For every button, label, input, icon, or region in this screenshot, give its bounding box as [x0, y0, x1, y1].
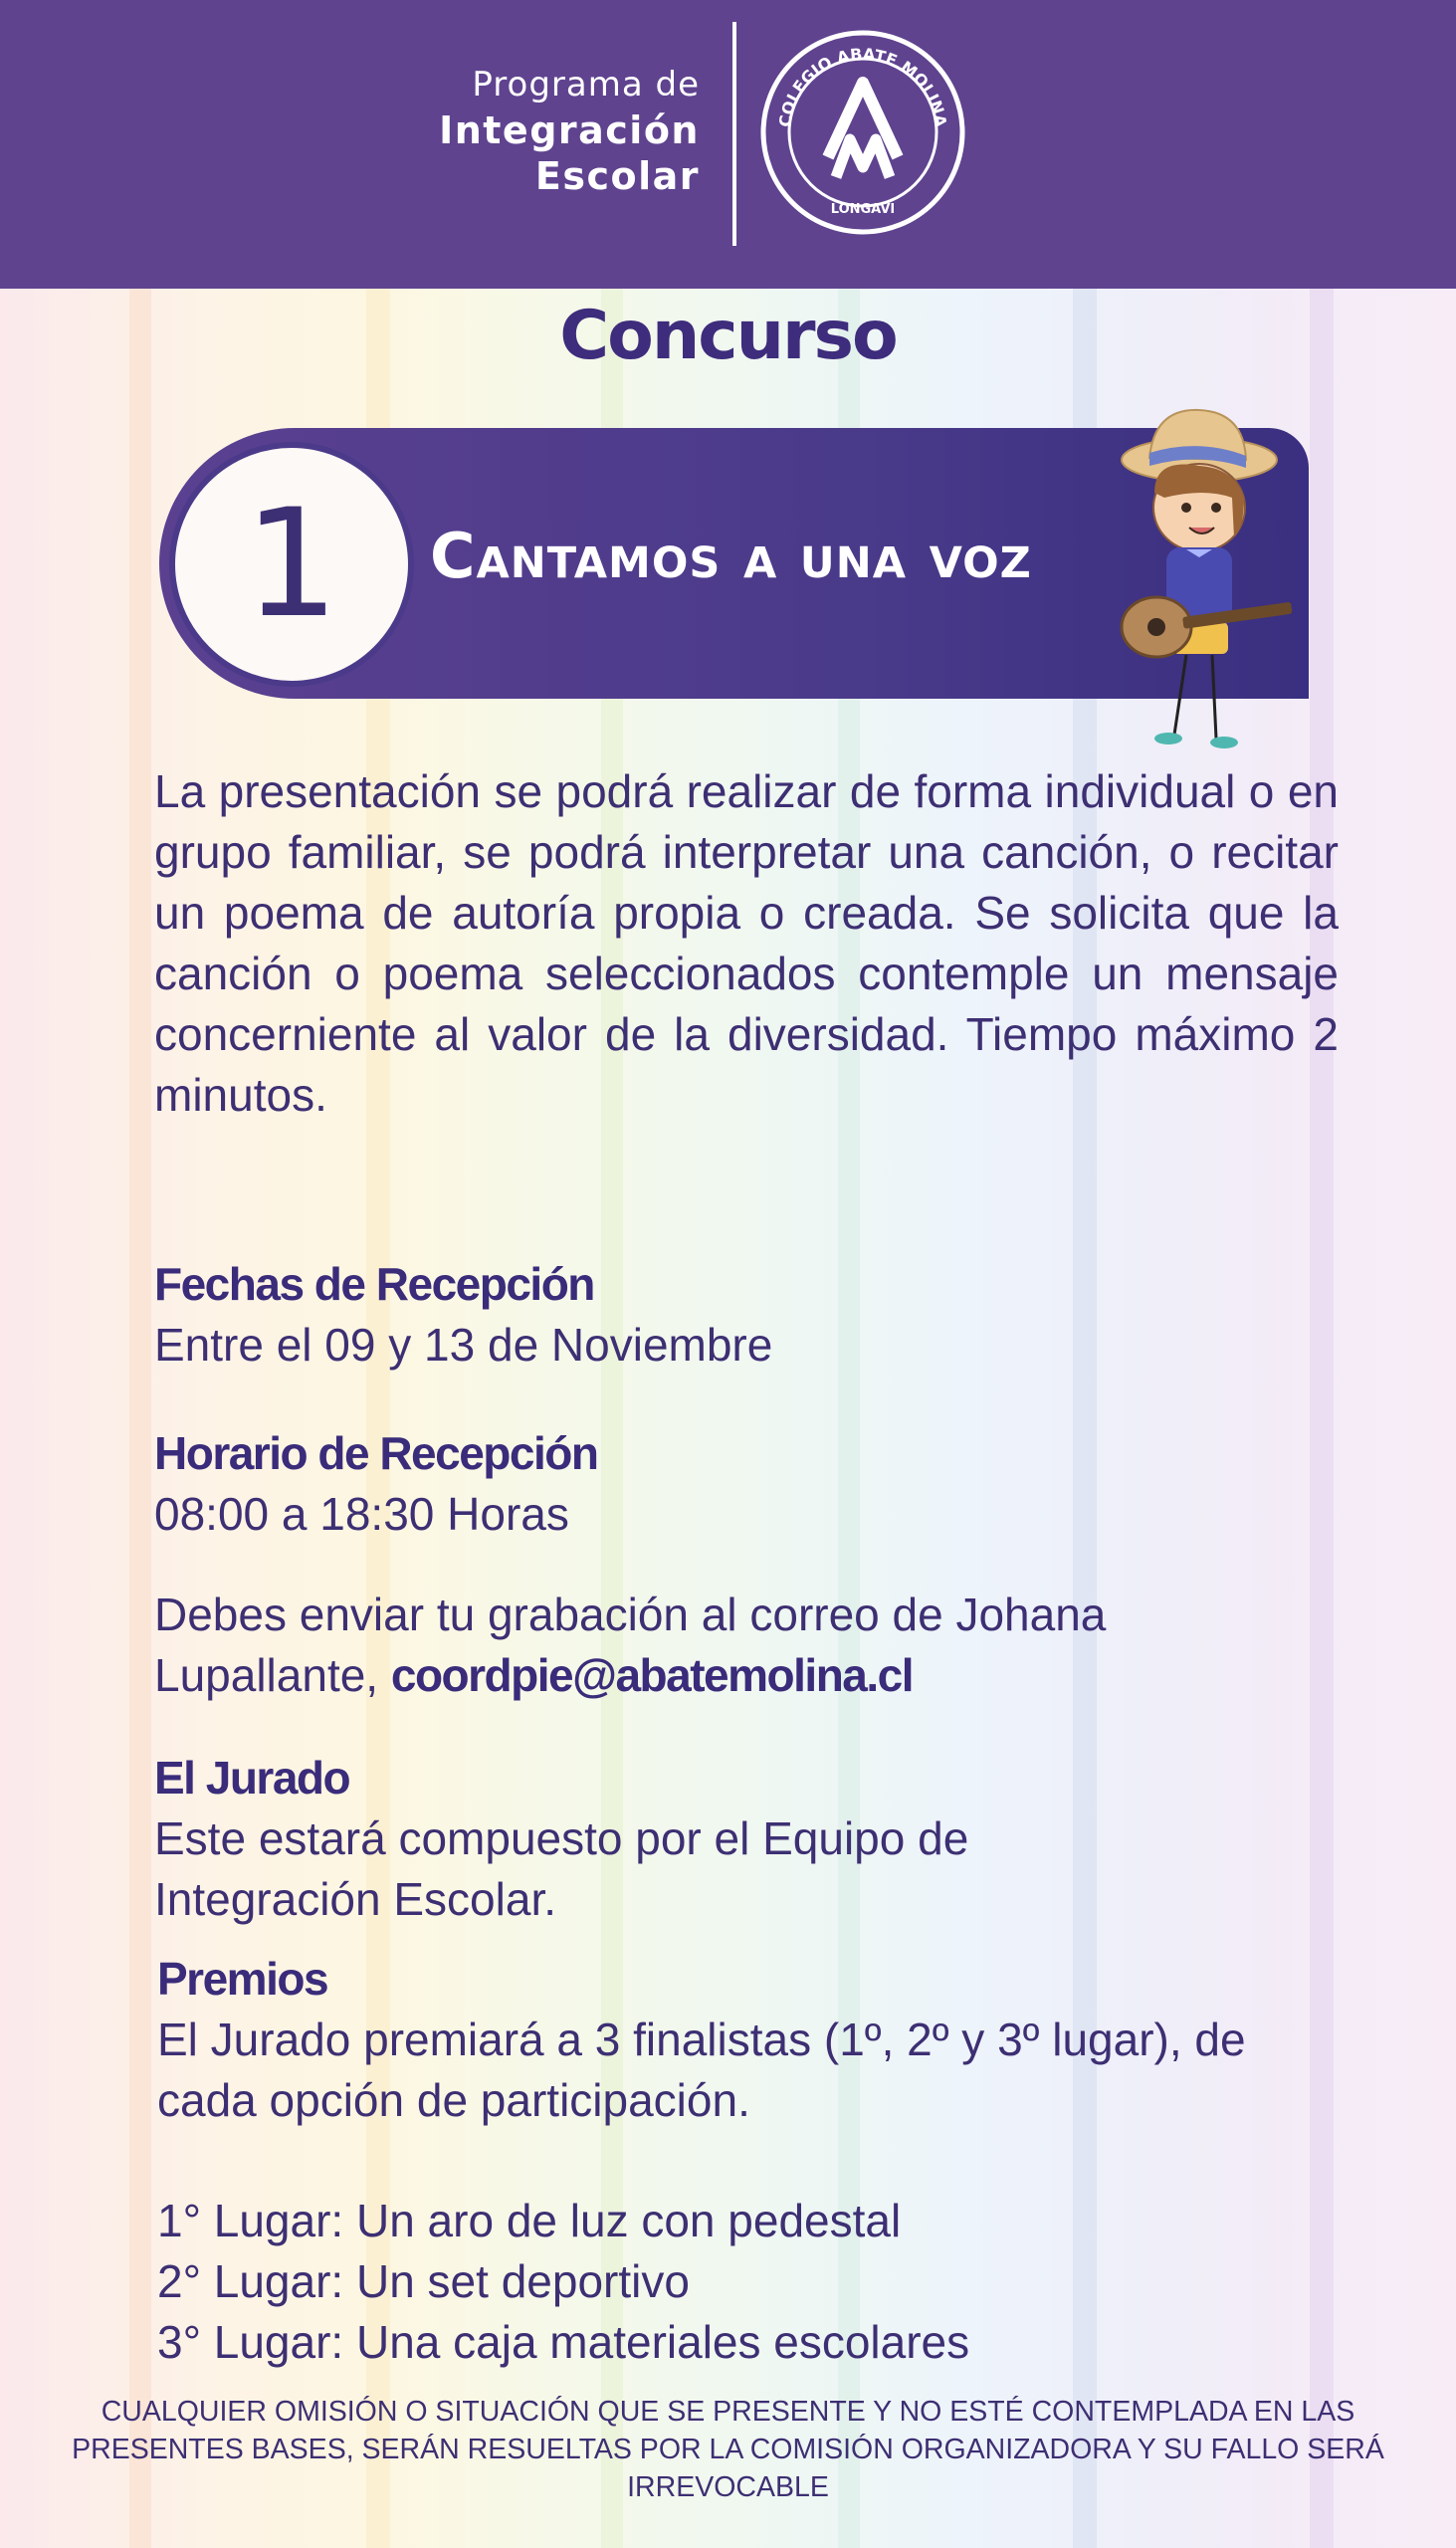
fechas-text: Entre el 09 y 13 de Noviembre — [154, 1319, 773, 1371]
footer-disclaimer: CUALQUIER OMISIÓN O SITUACIÓN QUE SE PRESENTE Y NO ESTÉ CONTEMPLADA EN LAS PRESENTES BASES, SERÁN RESUELTAS POR LA COMISIÓN ORGANIZADORA Y SU FALLO SERÁ IRREVOCABLE — [72, 2396, 1384, 2503]
program-line-2: Integración — [439, 108, 700, 152]
horario-text: 08:00 a 18:30 Horas — [154, 1488, 569, 1540]
premios-text: El Jurado premiará a 3 finalistas (1º, 2º y 3º lugar), de cada opción de participación. — [157, 2014, 1246, 2126]
prize-item: 2° Lugar: Un set deportivo — [157, 2255, 690, 2307]
envio-text: Debes enviar tu grabación al correo de Johana Lupallante, — [154, 1589, 1107, 1701]
contest-description: La presentación se podrá realizar de forma individual o en grupo familiar, se podrá interpretar una canción, o recitar un poema de autoría propia o creada. Se solicita que la canción o poema seleccionados contemple un mensaje concerniente al valor de la diversidad. Tiempo máximo 2 minutos. — [154, 765, 1339, 1121]
premios-section — [157, 1949, 1342, 2373]
prize-item: 1° Lugar: Un aro de luz con pedestal — [157, 2195, 902, 2246]
contest-heading-text: Cantamos a una voz — [430, 520, 1032, 592]
email-address[interactable]: coordpie@abatemolina.cl — [390, 1649, 914, 1701]
logo-text-top: COLEGIO ABATE MOLINA — [775, 44, 950, 128]
fechas-section — [154, 1254, 1339, 1376]
program-line-1: Programa de — [472, 65, 700, 105]
header-divider — [732, 22, 736, 246]
logo-text-bottom: LONGAVI — [830, 202, 896, 217]
horario-heading: Horario de Recepción — [154, 1427, 598, 1479]
program-line-3: Escolar — [534, 154, 700, 198]
jurado-heading: El Jurado — [154, 1752, 350, 1804]
child-guitar-illustration — [1095, 398, 1304, 766]
contest-number: 1 — [244, 478, 339, 651]
program-title — [439, 62, 700, 199]
jurado-section — [154, 1748, 1339, 1930]
contest-heading — [430, 520, 1032, 592]
envio-section — [154, 1585, 1339, 1706]
prize-item: 3° Lugar: Una caja materiales escolares — [157, 2316, 970, 2368]
horario-section — [154, 1423, 1339, 1545]
fechas-heading: Fechas de Recepción — [154, 1258, 594, 1310]
school-logo — [758, 28, 967, 237]
premios-heading: Premios — [157, 1953, 328, 2005]
page-title: Concurso — [559, 297, 897, 375]
jurado-text: Este estará compuesto por el Equipo de Integración Escolar. — [154, 1812, 969, 1925]
background-stripe — [129, 289, 151, 2548]
header-bar — [0, 0, 1456, 289]
